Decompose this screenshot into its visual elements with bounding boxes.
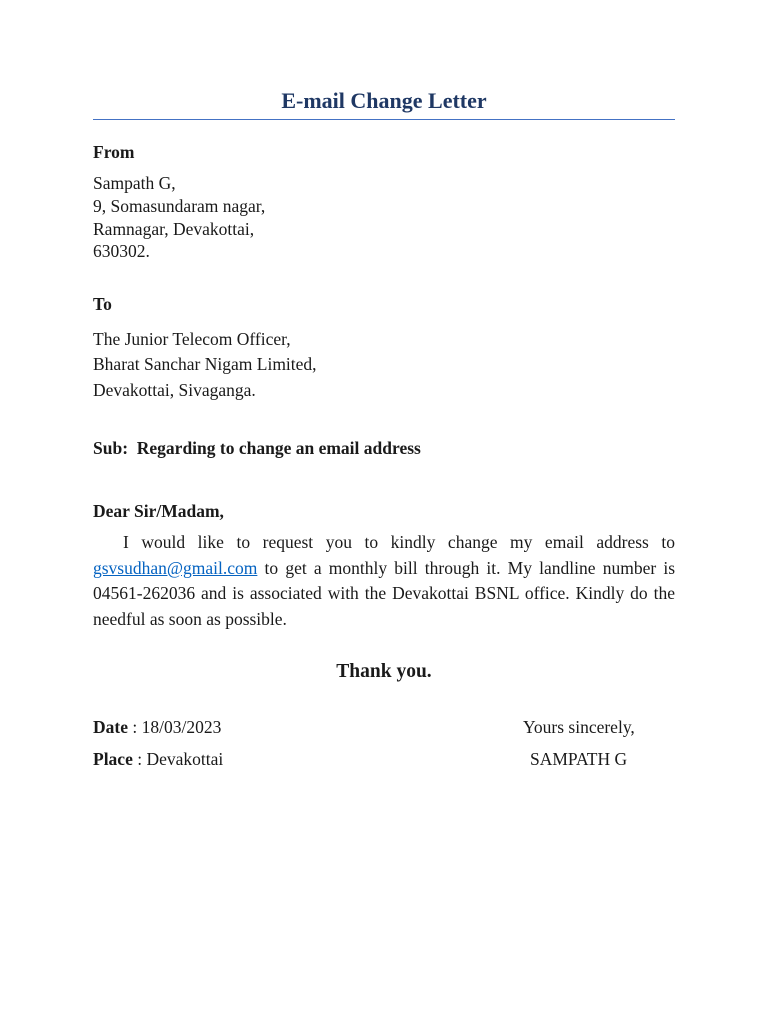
date-row [93,716,221,738]
to-line: Bharat Sanchar Nigam Limited, [93,354,317,374]
from-heading: From [93,142,135,162]
from-line: Ramnagar, Devakottai, [93,219,255,239]
to-line: The Junior Telecom Officer, [93,329,291,349]
subject-line: Sub: Regarding to change an email address [93,438,421,458]
from-line: 630302. [93,241,150,261]
body-text-part1: I would like to request you to kindly change my email address to [123,532,675,552]
body-text-part2: to get a monthly bill through it. My landline number is 04561-262036 and is associated with the Devakottai BSNL office. Kindly do the needful as soon as possible. [93,557,675,630]
closing-text: Yours sincerely, [523,717,635,737]
place-label: Place [93,749,133,769]
date-label: Date [93,717,128,737]
page-title: E-mail Change Letter [281,88,487,113]
signature-name: SAMPATH G [530,749,628,769]
place-row [93,748,223,770]
salutation: Dear Sir/Madam, [93,501,224,521]
email-link[interactable]: gsvsudhan@gmail.com [93,557,258,578]
place-value: : Devakottai [132,749,224,769]
to-heading: To [93,294,112,314]
body-paragraph [93,530,675,633]
thank-you-text: Thank you. [336,661,432,682]
date-value: : 18/03/2023 [127,717,222,737]
title-divider [93,119,675,120]
from-line: 9, Somasundaram nagar, [93,196,266,216]
from-line: Sampath G, [93,173,176,193]
to-line: Devakottai, Sivaganga. [93,380,256,400]
